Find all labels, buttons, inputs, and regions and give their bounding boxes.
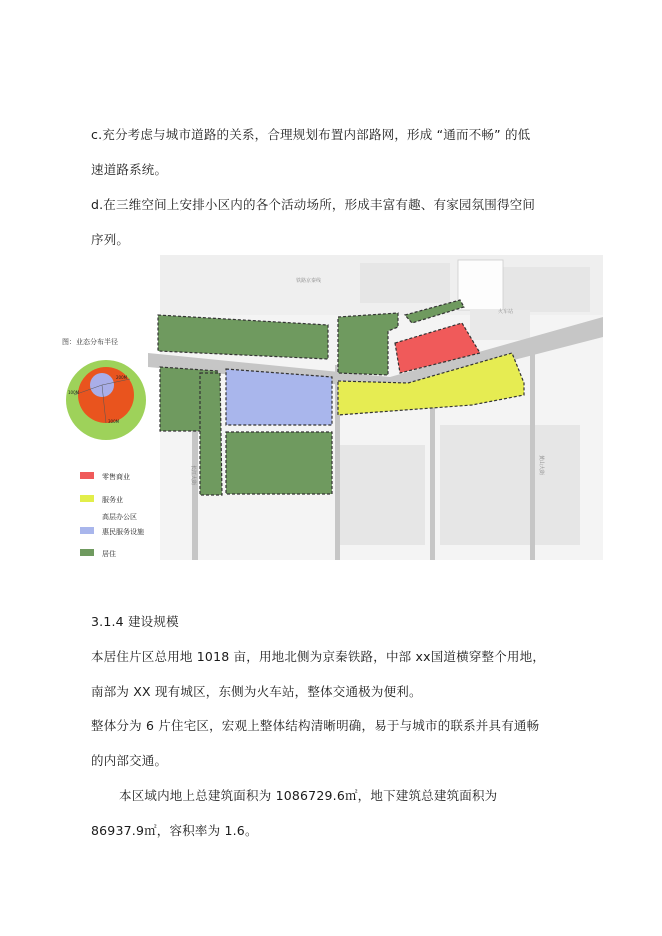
- station-area: [458, 260, 503, 310]
- ring-label-100m: 100M: [68, 390, 80, 395]
- body-line5: 本区域内地上总建筑面积为 1086729.6㎡，地下建筑总建筑面积为: [119, 788, 498, 803]
- section-heading: 3.1.4 建设规模: [91, 614, 179, 629]
- legend-label-public-service: 惠民服务设施: [102, 528, 144, 536]
- legend-swatch-public-service: [80, 527, 94, 534]
- legend-label-office: 高层办公区: [102, 513, 137, 521]
- body-line2: 南部为 XX 现有城区，东侧为火车站，整体交通极为便利。: [91, 684, 422, 699]
- station-label: 火车站: [498, 309, 514, 315]
- road-label-huangshan: 黄山大街: [538, 455, 544, 476]
- legend-swatch-residential: [80, 549, 94, 556]
- body-line6: 86937.9㎡，容积率为 1.6。: [91, 823, 258, 838]
- office-zone: [226, 369, 332, 425]
- paragraph-d-line1: d.在三维空间上安排小区内的各个活动场所，形成丰富有趣、有家园氛围得空间: [91, 197, 536, 212]
- residential-zone-3: [200, 373, 222, 495]
- land-use-figure: [60, 255, 603, 560]
- ring-label-300m: 300M: [108, 419, 120, 424]
- residential-zone-4: [226, 432, 332, 494]
- paragraph-c-line1: c.充分考虑与城市道路的关系，合理规划布置内部路网，形成 “通而不畅” 的低: [91, 127, 531, 142]
- legend-label-service: 服务业: [102, 496, 123, 504]
- body-line4: 的内部交通。: [91, 753, 168, 768]
- legend-label-retail: 零售商业: [102, 473, 130, 481]
- legend-label-residential: 居住: [102, 550, 116, 558]
- body-line3: 整体分为 6 片住宅区，宏观上整体结构清晰明确，易于与城市的联系并具有通畅: [91, 718, 540, 733]
- radius-diagram: [66, 360, 146, 440]
- road-label-changjiang: 长江大街: [190, 465, 196, 486]
- legend-swatch-retail: [80, 472, 94, 479]
- railway-label: 铁路京秦线: [296, 278, 322, 284]
- ring-label-200m: 200M: [116, 375, 128, 380]
- legend-swatch-service: [80, 495, 94, 502]
- legend: [80, 472, 144, 558]
- diagram-title: 图：业态分布半径: [62, 338, 118, 346]
- paragraph-c-line2: 速道路系统。: [91, 162, 168, 177]
- paragraph-d-line2: 序列。: [91, 232, 130, 247]
- body-line1: 本居住片区总用地 1018 亩，用地北侧为京秦铁路，中部 xx国道横穿整个用地，: [91, 649, 546, 664]
